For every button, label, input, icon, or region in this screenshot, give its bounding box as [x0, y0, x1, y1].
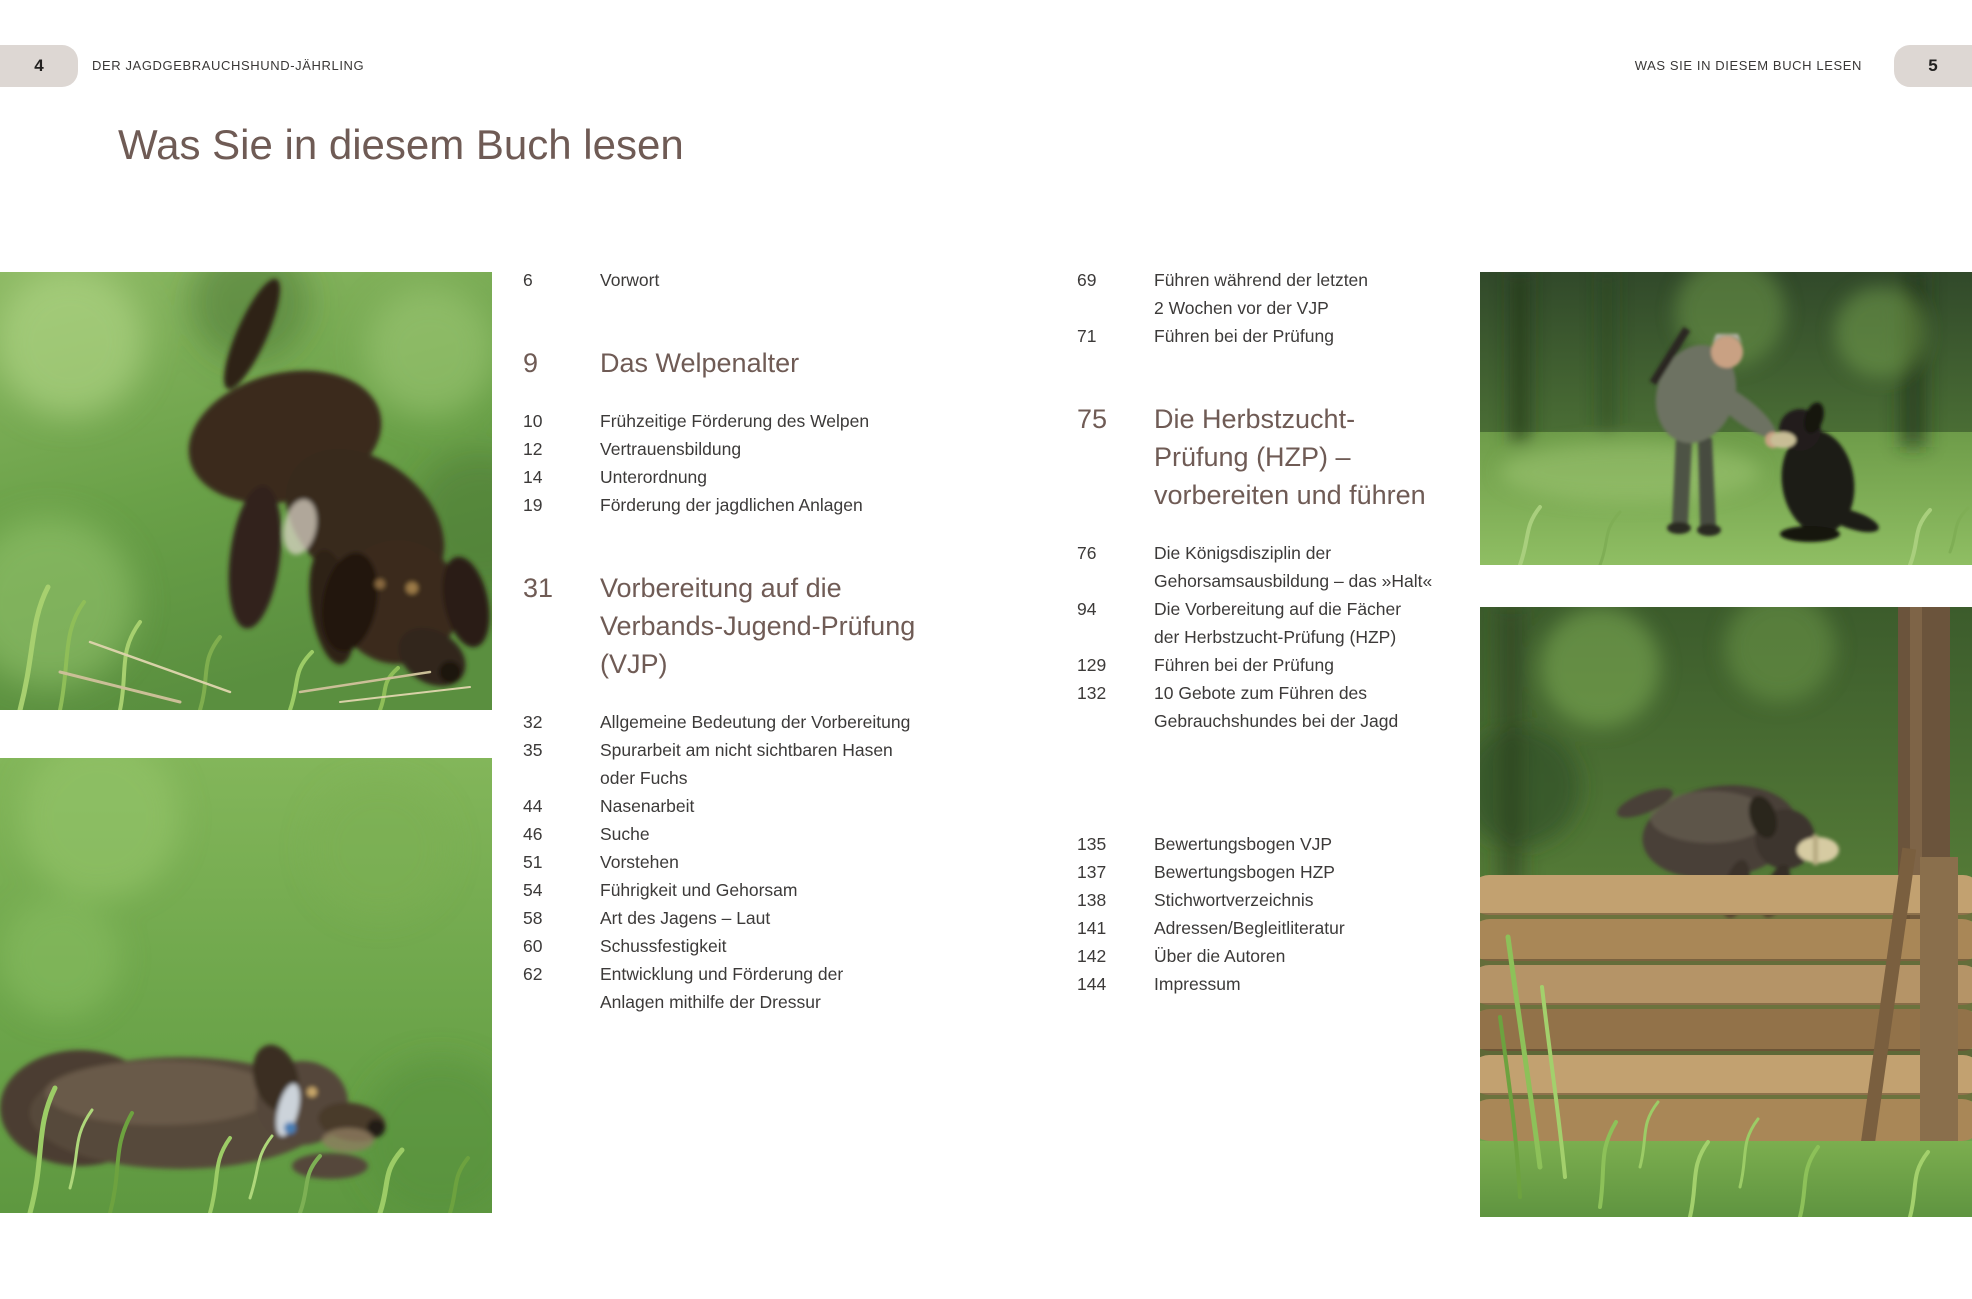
page-title: Was Sie in diesem Buch lesen — [118, 121, 684, 168]
toc-page-number: 6 — [523, 270, 533, 290]
toc-line: Vertrauensbildung — [600, 439, 742, 459]
toc-entry — [523, 463, 988, 491]
toc-page-number: 60 — [523, 936, 543, 956]
toc-page-number: 132 — [1077, 683, 1107, 703]
toc-page-number: 71 — [1077, 326, 1097, 346]
toc-page-number: 141 — [1077, 918, 1107, 938]
toc-heading-title — [600, 569, 915, 683]
toc-entry-title — [600, 904, 770, 932]
toc-page-number: 138 — [1077, 890, 1107, 910]
toc-entry-title — [1154, 595, 1401, 651]
toc-line: Führen bei der Prüfung — [1154, 326, 1334, 346]
toc-entry — [1077, 970, 1477, 998]
toc-entry — [523, 407, 988, 435]
toc-entry-title — [600, 876, 797, 904]
photo-handler-rewarding-dog — [1480, 272, 1972, 565]
toc-entry — [1077, 914, 1477, 942]
toc-entry — [523, 820, 988, 848]
toc-page-number: 31 — [523, 573, 554, 603]
toc-entry-title — [600, 960, 843, 1016]
toc-line: Art des Jagens – Laut — [600, 908, 771, 928]
toc-page-number: 54 — [523, 880, 543, 900]
toc-entry — [523, 932, 988, 960]
toc-section-heading — [523, 569, 988, 683]
toc-line: Gehorsamsausbildung – das »Halt« — [1154, 571, 1433, 591]
toc-page-number: 144 — [1077, 974, 1107, 994]
toc-entry — [1077, 651, 1477, 679]
toc-line: Vorbereitung auf die — [600, 573, 842, 603]
toc-page-number: 58 — [523, 908, 543, 928]
toc-section — [523, 266, 988, 294]
running-head-right: WAS SIE IN DIESEM BUCH LESEN — [1634, 58, 1862, 73]
toc-entry-title — [600, 820, 650, 848]
page-number-right: 5 — [1928, 56, 1938, 75]
toc-page-number: 19 — [523, 495, 543, 515]
toc-entry — [523, 960, 988, 1016]
toc-entry-title — [1154, 322, 1334, 350]
handler-dog-photo-art — [1480, 272, 1972, 565]
toc-line: Unterordnung — [600, 467, 708, 487]
toc-line: Gebrauchshundes bei der Jagd — [1154, 711, 1399, 731]
toc-line: Allgemeine Bedeutung der Vorbereitung — [600, 712, 911, 732]
toc-page-number: 75 — [1077, 404, 1108, 434]
toc-page-number: 137 — [1077, 862, 1107, 882]
toc-entry-title — [600, 932, 726, 960]
running-head-left: DER JAGDGEBRAUCHSHUND-JÄHRLING — [92, 58, 365, 73]
toc-entry-title — [600, 407, 869, 435]
toc-entry — [523, 848, 988, 876]
page-number-tab-right — [1894, 45, 1972, 87]
toc-entry-title — [1154, 942, 1285, 970]
toc-entry-title — [600, 463, 707, 491]
toc-line: Anlagen mithilfe der Dressur — [600, 992, 821, 1012]
toc-entry-title — [1154, 651, 1334, 679]
toc-entry — [1077, 886, 1477, 914]
toc-line: Prüfung (HZP) – — [1154, 442, 1351, 472]
toc-entry — [1077, 679, 1477, 735]
toc-page-number: 12 — [523, 439, 543, 459]
toc-entry-title — [1154, 914, 1345, 942]
toc-entry — [1077, 539, 1477, 595]
toc-entry-title — [1154, 266, 1368, 322]
toc-line: Schussfestigkeit — [600, 936, 727, 956]
toc-page-number: 32 — [523, 712, 543, 732]
toc-section — [1077, 830, 1477, 998]
photo-dog-jumping-log-fence — [1480, 607, 1972, 1217]
toc-line: Führen während der letzten — [1154, 270, 1369, 290]
toc-column-right-top — [1077, 258, 1477, 735]
toc-line: Die Vorbereitung auf die Fächer — [1154, 599, 1402, 619]
toc-entry-title — [1154, 886, 1314, 914]
toc-section — [523, 569, 988, 1016]
toc-line: Führigkeit und Gehorsam — [600, 880, 798, 900]
toc-entry-title — [600, 792, 694, 820]
toc-entry — [523, 904, 988, 932]
toc-column-right-bottom — [1077, 822, 1477, 998]
toc-line: Über die Autoren — [1154, 946, 1286, 966]
toc-column-left — [523, 258, 988, 1016]
puppy-photo-art — [0, 272, 492, 710]
toc-line: Die Herbstzucht- — [1154, 404, 1356, 434]
toc-line: Nasenarbeit — [600, 796, 695, 816]
toc-line: Bewertungsbogen HZP — [1154, 862, 1335, 882]
toc-heading-title — [1154, 400, 1426, 514]
toc-section — [1077, 400, 1477, 735]
toc-line: Entwicklung und Förderung der — [600, 964, 844, 984]
toc-page-number: 44 — [523, 796, 543, 816]
toc-page-number: 35 — [523, 740, 543, 760]
toc-section-heading — [1077, 400, 1477, 514]
toc-line: vorbereiten und führen — [1154, 480, 1426, 510]
toc-line: (VJP) — [600, 649, 668, 679]
toc-line: Impressum — [1154, 974, 1241, 994]
toc-page-number: 10 — [523, 411, 543, 431]
toc-entry-title — [1154, 970, 1241, 998]
toc-entry — [1077, 858, 1477, 886]
toc-line: oder Fuchs — [600, 768, 688, 788]
toc-heading-title — [600, 344, 799, 382]
toc-entry-title — [600, 435, 741, 463]
toc-line: Förderung der jagdlichen Anlagen — [600, 495, 863, 515]
toc-page-number: 14 — [523, 467, 543, 487]
toc-line: Spurarbeit am nicht sichtbaren Hasen — [600, 740, 893, 760]
toc-line: Die Königsdisziplin der — [1154, 543, 1332, 563]
toc-page-number: 94 — [1077, 599, 1097, 619]
toc-section-heading — [523, 344, 988, 382]
toc-entry-title — [600, 848, 679, 876]
toc-entry-title — [600, 736, 893, 792]
toc-entry — [523, 736, 988, 792]
toc-page-number: 62 — [523, 964, 543, 984]
photo-dog-crouching-meadow — [0, 758, 492, 1213]
crouching-dog-photo-art — [0, 758, 492, 1213]
toc-line: Verbands-Jugend-Prüfung — [600, 611, 916, 641]
toc-entry — [523, 876, 988, 904]
toc-entry-title — [1154, 858, 1335, 886]
toc-entry-title — [1154, 679, 1398, 735]
toc-page-number: 9 — [523, 348, 539, 378]
photo-puppy-sniffing-grass — [0, 272, 492, 710]
page-number-left: 4 — [34, 56, 44, 75]
fence-jump-photo-art — [1480, 607, 1972, 1217]
toc-entry — [1077, 942, 1477, 970]
toc-line: 10 Gebote zum Führen des — [1154, 683, 1368, 703]
toc-page-number: 129 — [1077, 655, 1107, 675]
toc-page-number: 135 — [1077, 834, 1107, 854]
toc-entry — [523, 266, 988, 294]
toc-entry — [1077, 830, 1477, 858]
toc-line: Führen bei der Prüfung — [1154, 655, 1334, 675]
toc-entry — [1077, 266, 1477, 322]
toc-page-number: 51 — [523, 852, 543, 872]
toc-entry-title — [600, 708, 910, 736]
toc-line: Bewertungsbogen VJP — [1154, 834, 1333, 854]
toc-line: Vorstehen — [600, 852, 679, 872]
toc-line: der Herbstzucht-Prüfung (HZP) — [1154, 627, 1397, 647]
toc-entry-title — [1154, 539, 1432, 595]
toc-line: Das Welpenalter — [600, 348, 800, 378]
page-number-tab-left — [0, 45, 78, 87]
toc-entry — [523, 708, 988, 736]
toc-page-number: 69 — [1077, 270, 1097, 290]
toc-page-number: 46 — [523, 824, 543, 844]
toc-entry — [523, 792, 988, 820]
toc-line: Stichwortverzeichnis — [1154, 890, 1314, 910]
toc-section — [523, 344, 988, 519]
toc-section — [1077, 266, 1477, 350]
toc-entry — [523, 435, 988, 463]
toc-page-number: 142 — [1077, 946, 1107, 966]
toc-entry-title — [600, 266, 659, 294]
toc-entry-title — [600, 491, 863, 519]
toc-line: 2 Wochen vor der VJP — [1154, 298, 1329, 318]
toc-line: Frühzeitige Förderung des Welpen — [600, 411, 870, 431]
toc-line: Vorwort — [600, 270, 660, 290]
toc-entry-title — [1154, 830, 1332, 858]
toc-line: Adressen/Begleitliteratur — [1154, 918, 1345, 938]
toc-entry — [523, 491, 988, 519]
toc-entry — [1077, 322, 1477, 350]
toc-page-number: 76 — [1077, 543, 1097, 563]
toc-line: Suche — [600, 824, 650, 844]
toc-entry — [1077, 595, 1477, 651]
